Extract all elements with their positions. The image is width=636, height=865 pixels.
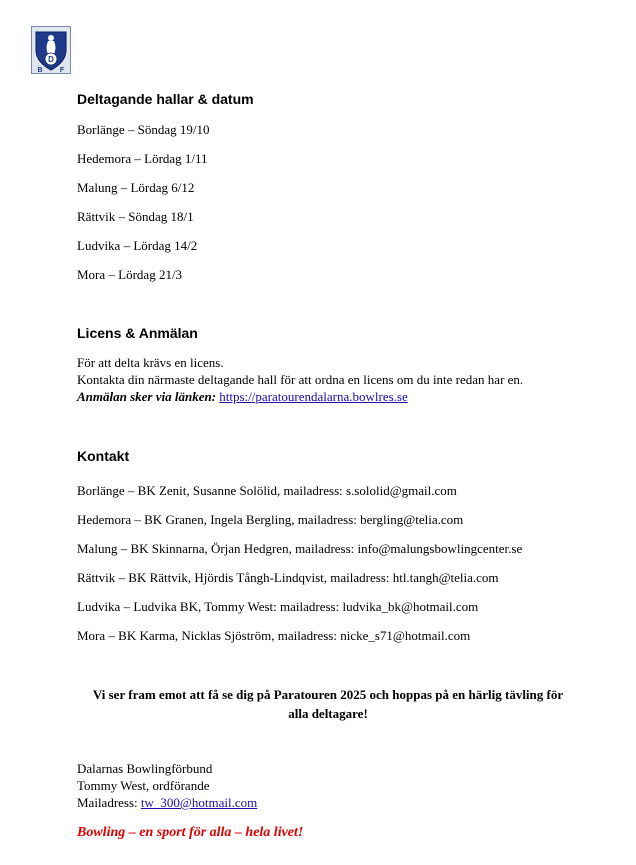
contact-heading: Kontakt: [77, 448, 130, 464]
signature-mail-line: [77, 795, 257, 811]
contact-item: Borlänge – BK Zenit, Susanne Solölid, mailadress: s.sololid@gmail.com: [77, 483, 457, 498]
hall-date-item: Hedemora – Lördag 1/11: [77, 151, 208, 166]
signup-link[interactable]: https://paratourendalarna.bowlres.se: [219, 389, 408, 404]
logo-letter-d: D: [48, 55, 54, 64]
slogan: Bowling – en sport för alla – hela livet!: [77, 825, 304, 840]
hall-date-item: Rättvik – Söndag 18/1: [77, 209, 194, 224]
hall-date-item: Mora – Lördag 21/3: [77, 267, 183, 282]
contact-item: Mora – BK Karma, Nicklas Sjöström, mailadress: nicke_s71@hotmail.com: [77, 628, 471, 643]
contact-item: Malung – BK Skinnarna, Örjan Hedgren, mailadress: info@malungsbowlingcenter.se: [77, 541, 523, 556]
license-heading: Licens & Anmälan: [77, 325, 198, 341]
license-requirement-text: För att delta krävs en licens.: [77, 355, 224, 370]
bowling-federation-logo: [31, 26, 71, 74]
contact-item: Ludvika – Ludvika BK, Tommy West: mailadress: ludvika_bk@hotmail.com: [77, 599, 479, 614]
signup-line: [77, 389, 408, 405]
hall-date-item: Borlänge – Söndag 19/10: [77, 122, 210, 137]
signature-name: Tommy West, ordförande: [77, 778, 210, 793]
signature-mail-label: Mailadress:: [77, 795, 138, 810]
closing-message: [60, 685, 596, 723]
hall-date-item: Ludvika – Lördag 14/2: [77, 238, 198, 253]
halls-heading: Deltagande hallar & datum: [77, 91, 254, 107]
signature-mail-link[interactable]: tw_300@hotmail.com: [140, 795, 258, 810]
closing-line-1: Vi ser fram emot att få se dig på Paratouren 2025 och hoppas på en härlig tävling för: [92, 687, 564, 702]
contact-item: Hedemora – BK Granen, Ingela Bergling, mailadress: bergling@telia.com: [77, 512, 464, 527]
license-contact-text: Kontakta din närmaste deltagande hall för att ordna en licens om du inte redan har en.: [77, 372, 524, 387]
signature-org: Dalarnas Bowlingförbund: [77, 761, 213, 776]
closing-line-2: alla deltagare!: [288, 706, 368, 721]
hall-date-item: Malung – Lördag 6/12: [77, 180, 195, 195]
contact-item: Rättvik – BK Rättvik, Hjördis Tångh-Lindqvist, mailadress: htl.tangh@telia.com: [77, 570, 499, 585]
signup-label: Anmälan sker via länken:: [77, 389, 217, 404]
logo-letter-b: B: [37, 67, 43, 74]
logo-letter-f: F: [59, 67, 65, 74]
